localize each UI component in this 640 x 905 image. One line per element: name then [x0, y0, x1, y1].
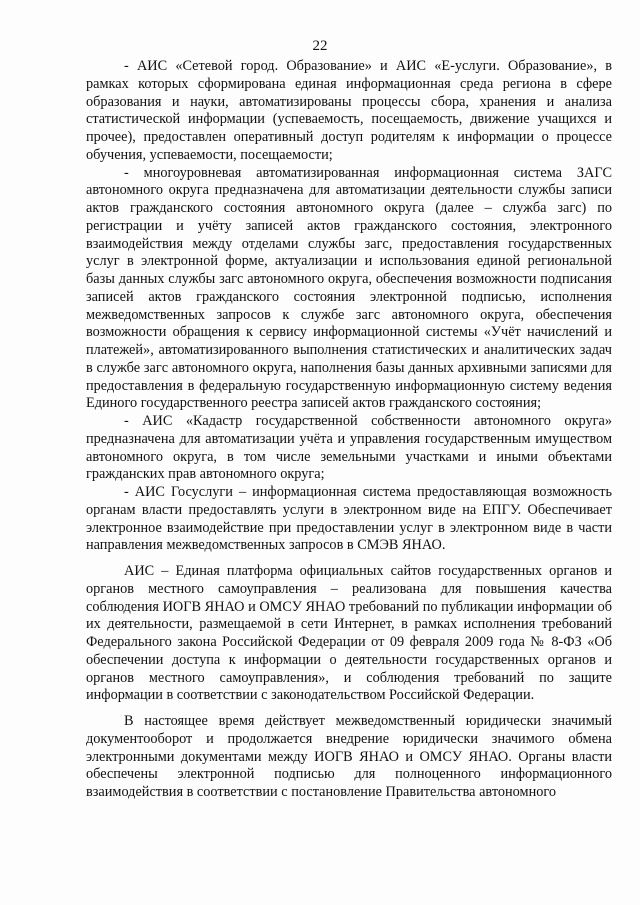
paragraph-ais-cadastre: - АИС «Кадастр государственной собственности автономного округа» предназначена для автоматизации учёта и управления государственным имуществом автономного округа, в том числе земельными участками и иными объектами гражданских прав автономного округа; — [86, 413, 612, 483]
page-number: 22 — [312, 38, 328, 54]
paragraph-ais-unified-platform: АИС – Единая платформа официальных сайтов государственных органов и органов местного самоуправления – реализована для повышения качества соблюдения ИОГВ ЯНАО и ОМСУ ЯНАО требований по публикации информации об их деятельности, размещаемой в сети Интернет, в рамках исполнения требований Федерального закона Российской Федерации от 09 февраля 2009 года № 8-ФЗ «Об обеспечении доступа к информации о деятельности государственных органов и органов местного самоуправления», и соблюдения требований по защите информации в соответствии с законодательством Российской Федерации. — [86, 563, 612, 704]
paragraph-ais-zags: - многоуровневая автоматизированная информационная система ЗАГС автономного округа предназначена для автоматизации деятельности службы записи актов гражданского состояния автономного округа (далее – служба загс) по регистрации и учёту записей актов гражданского состояния, электронного взаимодействия между отделами службы загс, предоставления государственных услуг в электронной форме, актуализации и использования единой региональной базы данных службы загс автономного округа, обеспечения возможности подписания записей актов гражданского состояния электронной подписью, исполнения межведомственных запросов к службе загс автономного округа, обеспечения возможности обращения к сервису информационной системы «Учёт начислений и платежей», автоматизированного выполнения статистических и аналитических задач в службе загс автономного округа, наполнения базы данных архивными записями для предоставления в федеральную государственную информационную систему ведения Единого государственного реестра записей актов гражданского состояния; — [86, 164, 612, 412]
paragraph-document-flow: В настоящее время действует межведомственный юридически значимый документооборот и продолжается внедрение юридически значимого обмена электронными документами между ИОГВ ЯНАО и ОМСУ ЯНАО. Органы власти обеспечены электронной подписью для полноценного информационного взаимодействия в соответствии с постановление Правительства автономного — [86, 713, 612, 800]
document-body — [86, 58, 612, 802]
paragraph-ais-network-city: - АИС «Сетевой город. Образование» и АИС «Е-услуги. Образование», в рамках которых сформирована единая информационная среда региона в сфере образования и науки, автоматизированы процессы сбора, хранения и анализа статистической информации (успеваемость, посещаемость, движение учащихся и прочее), предоставлен оперативный доступ родителям к информации о процессе обучения, успеваемости, посещаемости; — [86, 58, 612, 163]
paragraph-ais-gosuslugi: - АИС Госуслуги – информационная система предоставляющая возможность органам власти предоставлять услуги в электронном виде на ЕПГУ. Обеспечивает электронное взаимодействие при предоставлении услуг в электронном виде в части направления межведомственных запросов в СМЭВ ЯНАО. — [86, 484, 612, 554]
